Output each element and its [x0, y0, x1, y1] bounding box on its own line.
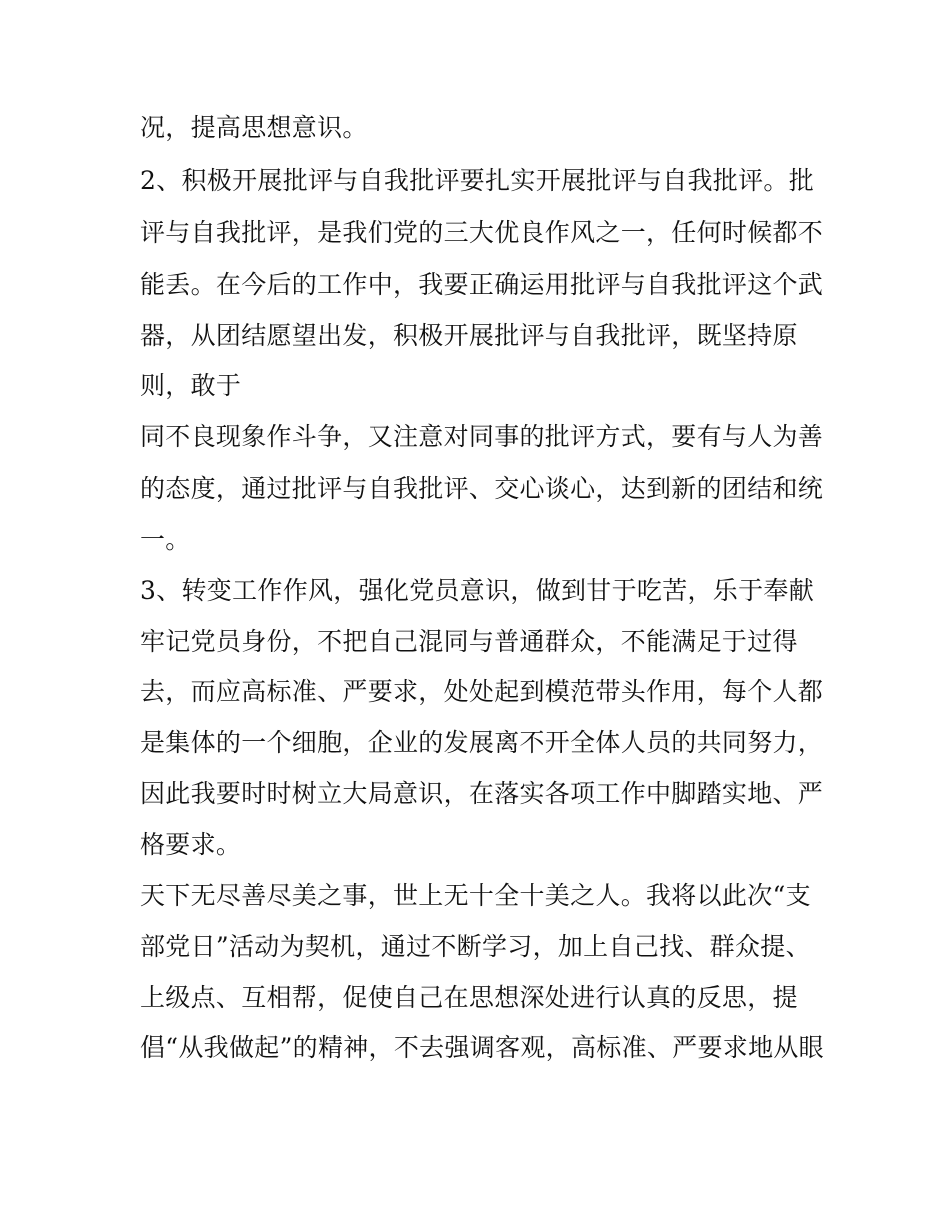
text-line: 因此我要时时树立大局意识，在落实各项工作中脚踏实地、严	[140, 779, 824, 808]
text-line: 2、积极开展批评与自我批评要扎实开展批评与自我批评。批	[140, 166, 815, 195]
text-line: 上级点、互相帮，促使自己在思想深处进行认真的反思，提	[140, 983, 798, 1012]
text-line: 去，而应高标准、严要求，处处起到模范带头作用，每个人都	[140, 677, 824, 706]
text-line: 一。	[140, 525, 191, 554]
text-line: 部党日”活动为契机，通过不断学习，加上自己找、群众提、	[140, 932, 811, 961]
text-line: 是集体的一个细胞，企业的发展离不开全体人员的共同努力，	[140, 728, 824, 757]
text-line: 倡“从我做起”的精神，不去强调客观，高标准、严要求地从眼	[140, 1033, 824, 1062]
text-line: 天下无尽善尽美之事，世上无十全十美之人。我将以此次“支	[140, 881, 811, 910]
text-line: 的态度，通过批评与自我批评、交心谈心，达到新的团结和统	[140, 474, 824, 503]
text-line: 评与自我批评，是我们党的三大优良作风之一，任何时候都不	[140, 218, 824, 247]
text-line: 格要求。	[140, 830, 242, 859]
text-line: 况，提高思想意识。	[140, 113, 368, 142]
text-line: 牢记党员身份，不把自己混同与普通群众，不能满足于过得	[140, 627, 798, 656]
text-line: 能丢。在今后的工作中，我要正确运用批评与自我批评这个武	[140, 270, 824, 299]
text-line: 同不良现象作斗争，又注意对同事的批评方式，要有与人为善	[140, 422, 824, 451]
text-line: 3、转变工作作风，强化党员意识，做到甘于吃苦，乐于奉献	[140, 576, 815, 605]
text-line: 器，从团结愿望出发，积极开展批评与自我批评，既坚持原	[140, 321, 798, 350]
text-line: 则，敢于	[140, 371, 242, 400]
